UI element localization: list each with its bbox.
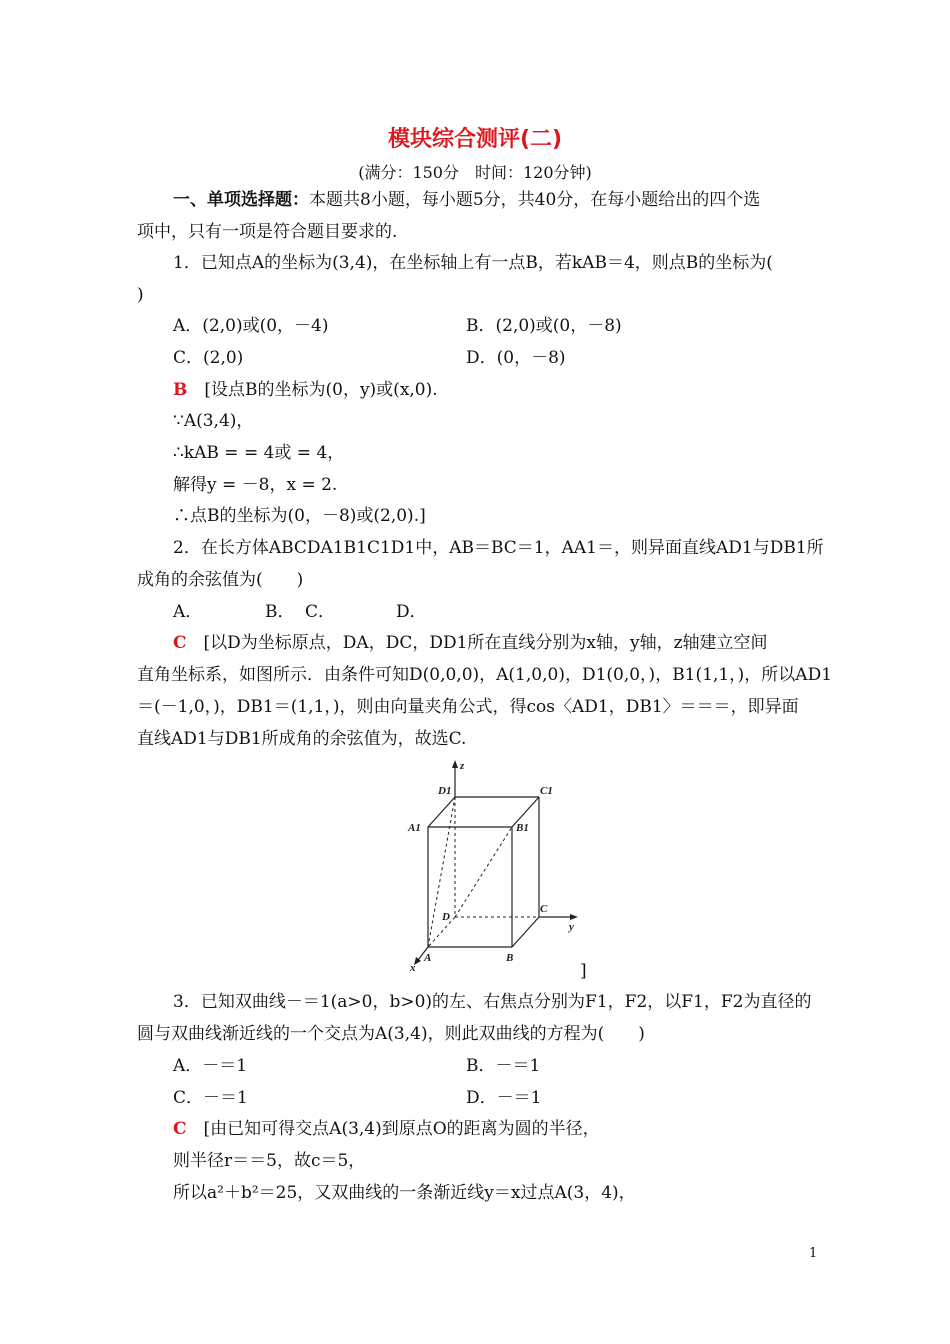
edge-b-c	[512, 917, 539, 947]
q3-solution-2: 则半径r＝＝5，故c＝5，	[173, 1151, 366, 1171]
label-b: B	[506, 952, 514, 964]
q2-stem-2: 成角的余弦值为( )	[137, 570, 304, 590]
q2-solution-2: 直角坐标系，如图所示．由条件可知D(0,0,0)，A(1,0,0)，D1(0,0，)，B1(1,1，)，所以AD1	[137, 665, 833, 685]
label-d1: D1	[438, 785, 452, 797]
q3-option-a: A．－＝1	[173, 1056, 248, 1076]
q3-stem-2: 圆与双曲线渐近线的一个交点为A(3,4)，则此双曲线的方程为( )	[137, 1024, 645, 1044]
label-a1: A1	[408, 822, 421, 834]
q2-option-b: B．	[265, 602, 295, 622]
q2-solution-3: ＝(－1,0，)，DB1＝(1,1，)，则由向量夹角公式，得cos〈AD1，DB1〉＝＝＝，即异面	[137, 697, 799, 717]
q1-solution-2: ∵A(3,4)，	[173, 411, 254, 431]
q1-stem-2: )	[137, 285, 144, 305]
q2-sol-text-1: [以D为坐标原点，DA，DC，DD1所在直线分别为x轴，y轴，z轴建立空间	[203, 633, 768, 653]
q2-solution-1	[173, 632, 853, 654]
q1-option-c: C．(2,0)	[173, 348, 244, 368]
section-intro	[173, 189, 853, 211]
label-b1: B1	[516, 822, 529, 834]
q3-option-c: C．－＝1	[173, 1088, 248, 1108]
q2-stem-1: 2．在长方体ABCDA1B1C1D1中，AB＝BC＝1，AA1＝，则异面直线AD1与DB1所	[173, 538, 824, 558]
y-arrow	[570, 914, 578, 920]
q3-stem-1: 3．已知双曲线－＝1(a>0，b>0)的左、右焦点分别为F1，F2，以F1，F2为直径的	[173, 992, 812, 1012]
q3-sol-text-1: [由已知可得交点A(3,4)到原点O的距离为圆的半径，	[203, 1119, 600, 1139]
q2-option-c: C．	[305, 602, 336, 622]
q3-answer: C	[173, 1119, 187, 1139]
q1-answer: B	[173, 380, 188, 400]
q3-solution-1	[173, 1118, 853, 1140]
q1-option-d: D．(0，－8)	[466, 348, 566, 368]
q1-solution-4: 解得y = －8，x = 2.	[173, 475, 338, 495]
q2-answer: C	[173, 633, 187, 653]
q3-option-d: D．－＝1	[466, 1088, 542, 1108]
page-subtitle: (满分：150分 时间：120分钟)	[358, 163, 592, 182]
q1-option-a: A．(2,0)或(0，－4)	[173, 316, 329, 336]
q3-solution-3: 所以a²＋b²＝25，又双曲线的一条渐近线y＝x过点A(3，4)，	[173, 1183, 636, 1203]
label-y: y	[569, 921, 574, 933]
q2-option-a: A．	[173, 602, 203, 622]
segment-a-d1	[428, 797, 455, 947]
page-title: 模块综合测评(二)	[387, 127, 563, 152]
q2-solution-4: 直线AD1与DB1所成角的余弦值为，故选C.	[137, 729, 467, 749]
label-x: x	[410, 962, 416, 973]
section-heading: 一、单项选择题：	[173, 190, 309, 210]
q2-option-d: D．	[396, 602, 427, 622]
q1-stem-1: 1．已知点A的坐标为(3,4)，在坐标轴上有一点B，若kAB＝4，则点B的坐标为(	[173, 253, 773, 273]
q1-solution-5: ∴点B的坐标为(0，－8)或(2,0).]	[173, 506, 426, 526]
label-a: A	[424, 952, 432, 964]
q2-closing-bracket: ]	[580, 961, 587, 981]
cuboid-figure	[400, 757, 590, 973]
section-text-1: 本题共8小题，每小题5分，共40分，在每小题给出的四个选	[309, 190, 761, 210]
label-c1: C1	[540, 785, 553, 797]
q1-option-b: B．(2,0)或(0，－8)	[466, 316, 622, 336]
section-text-2: 项中，只有一项是符合题目要求的.	[137, 222, 398, 242]
q1-solution-1	[173, 379, 853, 401]
z-arrow	[452, 760, 458, 768]
label-c: C	[540, 903, 548, 915]
segment-d-b1	[455, 827, 512, 917]
q3-option-b: B．－＝1	[466, 1056, 541, 1076]
q1-solution-3: ∴kAB = = 4或 = 4，	[173, 443, 345, 463]
edge-a1-d1	[428, 797, 455, 827]
label-d: D	[442, 911, 450, 923]
page-number: 1	[809, 1246, 818, 1261]
q1-sol-text-1: [设点B的坐标为(0，y)或(x,0).	[204, 380, 438, 400]
label-z: z	[460, 760, 465, 772]
